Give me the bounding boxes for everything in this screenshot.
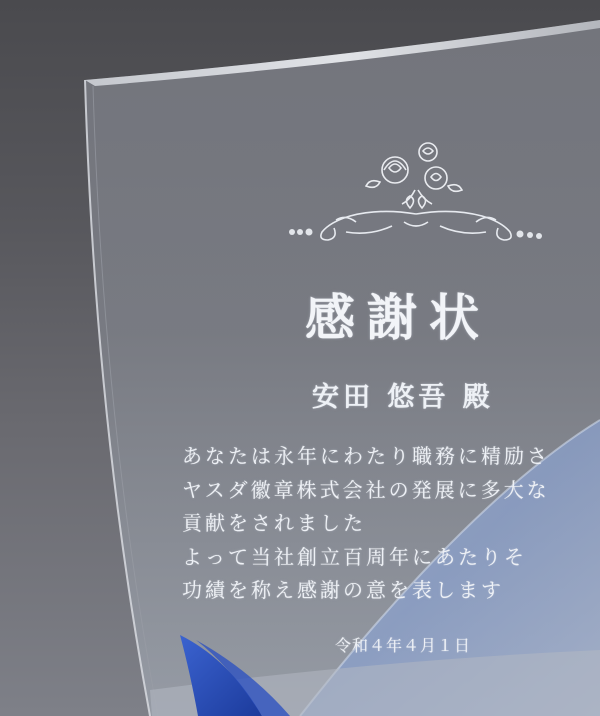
- body-line: よって当社創立百周年にあたりそ: [182, 544, 527, 569]
- body-line: 貢献をされました: [182, 511, 366, 535]
- certificate-body: [182, 440, 550, 608]
- certificate-title: 感謝状: [305, 288, 491, 347]
- body-line: あなたは永年にわたり職務に精励さ: [182, 444, 550, 468]
- certificate-date: 令和４年４月１日: [335, 636, 472, 655]
- body-line: 功績を称え感謝の意を表します: [182, 578, 504, 602]
- body-line: ヤスダ徽章株式会社の発展に多大な: [182, 477, 550, 502]
- recipient-name: 安田 悠吾 殿: [312, 382, 494, 413]
